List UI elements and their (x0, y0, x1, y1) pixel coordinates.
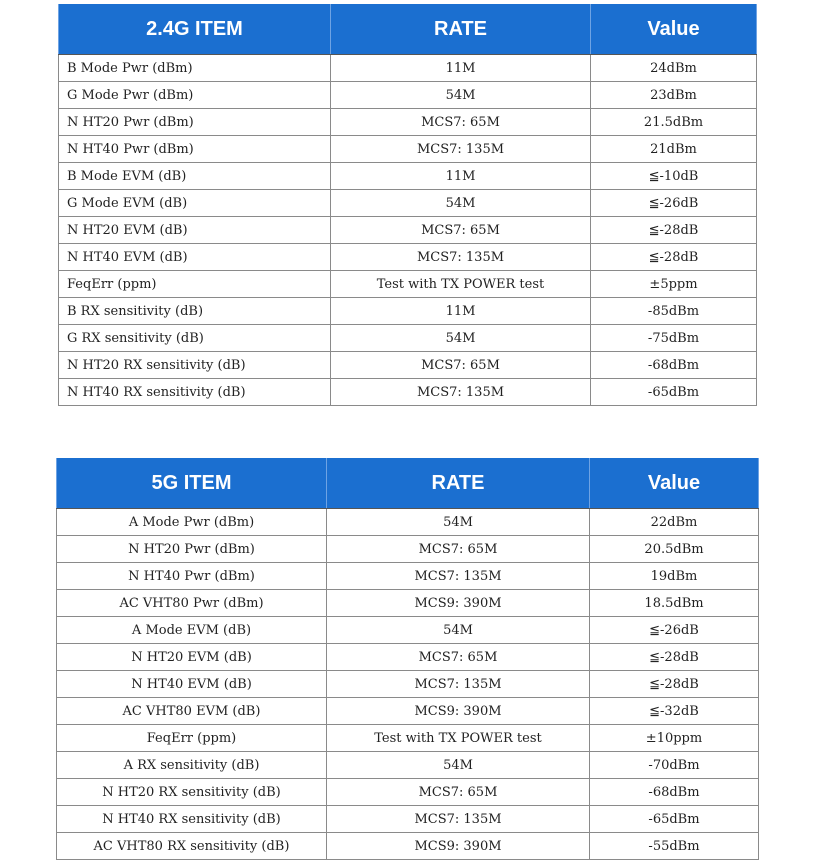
rate-cell: 11M (331, 298, 591, 325)
item-cell: AC VHT80 RX sensitivity (dB) (57, 833, 327, 860)
value-cell: 20.5dBm (590, 536, 759, 563)
item-cell: N HT40 RX sensitivity (dB) (57, 806, 327, 833)
table-row (57, 752, 759, 779)
table-row (59, 325, 757, 352)
table-row (57, 509, 759, 536)
value-cell: -55dBm (590, 833, 759, 860)
value-cell: 22dBm (590, 509, 759, 536)
rate-cell: MCS7: 135M (327, 563, 590, 590)
table-row (59, 217, 757, 244)
value-cell: ≦-26dB (591, 190, 757, 217)
table-row (57, 671, 759, 698)
table-row (59, 190, 757, 217)
table-row (59, 109, 757, 136)
rate-cell: Test with TX POWER test (327, 725, 590, 752)
table-row (59, 271, 757, 298)
wifi-2-4g-spec-table (58, 4, 757, 406)
value-cell: -85dBm (591, 298, 757, 325)
item-cell: B Mode EVM (dB) (59, 163, 331, 190)
value-cell: ≦-32dB (590, 698, 759, 725)
rate-cell: MCS7: 135M (327, 806, 590, 833)
column-header-item: 2.4G ITEM (59, 4, 331, 55)
rate-cell: 54M (331, 325, 591, 352)
value-cell: 21.5dBm (591, 109, 757, 136)
item-cell: FeqErr (ppm) (57, 725, 327, 752)
column-header-rate: RATE (331, 4, 591, 55)
table-header-row (57, 458, 759, 509)
table-header-row (59, 4, 757, 55)
rate-cell: 54M (331, 190, 591, 217)
item-cell: N HT20 RX sensitivity (dB) (59, 352, 331, 379)
value-cell: -65dBm (590, 806, 759, 833)
rate-cell: MCS7: 65M (331, 109, 591, 136)
item-cell: N HT40 Pwr (dBm) (59, 136, 331, 163)
item-cell: N HT40 EVM (dB) (57, 671, 327, 698)
rate-cell: MCS7: 135M (327, 671, 590, 698)
rate-cell: MCS7: 65M (331, 217, 591, 244)
rate-cell: 54M (327, 617, 590, 644)
rate-cell: MCS7: 135M (331, 136, 591, 163)
item-cell: N HT20 EVM (dB) (59, 217, 331, 244)
rate-cell: MCS7: 65M (327, 779, 590, 806)
table-body (59, 55, 757, 406)
value-cell: ≦-28dB (591, 217, 757, 244)
value-cell: 18.5dBm (590, 590, 759, 617)
item-cell: N HT20 RX sensitivity (dB) (57, 779, 327, 806)
rate-cell: MCS7: 135M (331, 379, 591, 406)
value-cell: -65dBm (591, 379, 757, 406)
value-cell: ±5ppm (591, 271, 757, 298)
table-row (59, 82, 757, 109)
item-cell: N HT20 Pwr (dBm) (57, 536, 327, 563)
value-cell: ≦-28dB (591, 244, 757, 271)
table-body (57, 509, 759, 860)
table-row (59, 298, 757, 325)
rate-cell: MCS9: 390M (327, 833, 590, 860)
item-cell: A RX sensitivity (dB) (57, 752, 327, 779)
column-header-rate: RATE (327, 458, 590, 509)
value-cell: -75dBm (591, 325, 757, 352)
value-cell: ≦-28dB (590, 644, 759, 671)
item-cell: N HT20 EVM (dB) (57, 644, 327, 671)
item-cell: A Mode EVM (dB) (57, 617, 327, 644)
column-header-value: Value (590, 458, 759, 509)
item-cell: N HT40 Pwr (dBm) (57, 563, 327, 590)
column-header-item: 5G ITEM (57, 458, 327, 509)
rate-cell: 54M (327, 509, 590, 536)
rate-cell: 11M (331, 163, 591, 190)
value-cell: ±10ppm (590, 725, 759, 752)
value-cell: 23dBm (591, 82, 757, 109)
item-cell: G Mode EVM (dB) (59, 190, 331, 217)
column-header-value: Value (591, 4, 757, 55)
table-row (59, 352, 757, 379)
item-cell: B Mode Pwr (dBm) (59, 55, 331, 82)
rate-cell: MCS7: 65M (327, 536, 590, 563)
table-row (57, 644, 759, 671)
table-row (57, 779, 759, 806)
value-cell: ≦-28dB (590, 671, 759, 698)
rate-cell: MCS9: 390M (327, 698, 590, 725)
table-row (57, 563, 759, 590)
wifi-5g-spec-table (56, 458, 759, 860)
item-cell: FeqErr (ppm) (59, 271, 331, 298)
item-cell: G RX sensitivity (dB) (59, 325, 331, 352)
rate-cell: Test with TX POWER test (331, 271, 591, 298)
item-cell: N HT40 EVM (dB) (59, 244, 331, 271)
table-row (57, 590, 759, 617)
table-row (59, 55, 757, 82)
table-row (57, 617, 759, 644)
rate-cell: MCS7: 65M (331, 352, 591, 379)
value-cell: ≦-10dB (591, 163, 757, 190)
value-cell: ≦-26dB (590, 617, 759, 644)
table-row (59, 163, 757, 190)
table-row (59, 136, 757, 163)
item-cell: N HT40 RX sensitivity (dB) (59, 379, 331, 406)
value-cell: 19dBm (590, 563, 759, 590)
item-cell: A Mode Pwr (dBm) (57, 509, 327, 536)
value-cell: -70dBm (590, 752, 759, 779)
rate-cell: MCS7: 135M (331, 244, 591, 271)
table-row (59, 379, 757, 406)
table-row (59, 244, 757, 271)
item-cell: AC VHT80 Pwr (dBm) (57, 590, 327, 617)
item-cell: AC VHT80 EVM (dB) (57, 698, 327, 725)
table-row (57, 725, 759, 752)
rate-cell: 54M (331, 82, 591, 109)
rate-cell: 11M (331, 55, 591, 82)
rate-cell: MCS9: 390M (327, 590, 590, 617)
rate-cell: 54M (327, 752, 590, 779)
table-row (57, 698, 759, 725)
value-cell: -68dBm (590, 779, 759, 806)
value-cell: -68dBm (591, 352, 757, 379)
table-row (57, 833, 759, 860)
table-row (57, 536, 759, 563)
table-row (57, 806, 759, 833)
rate-cell: MCS7: 65M (327, 644, 590, 671)
item-cell: G Mode Pwr (dBm) (59, 82, 331, 109)
item-cell: N HT20 Pwr (dBm) (59, 109, 331, 136)
value-cell: 21dBm (591, 136, 757, 163)
item-cell: B RX sensitivity (dB) (59, 298, 331, 325)
value-cell: 24dBm (591, 55, 757, 82)
